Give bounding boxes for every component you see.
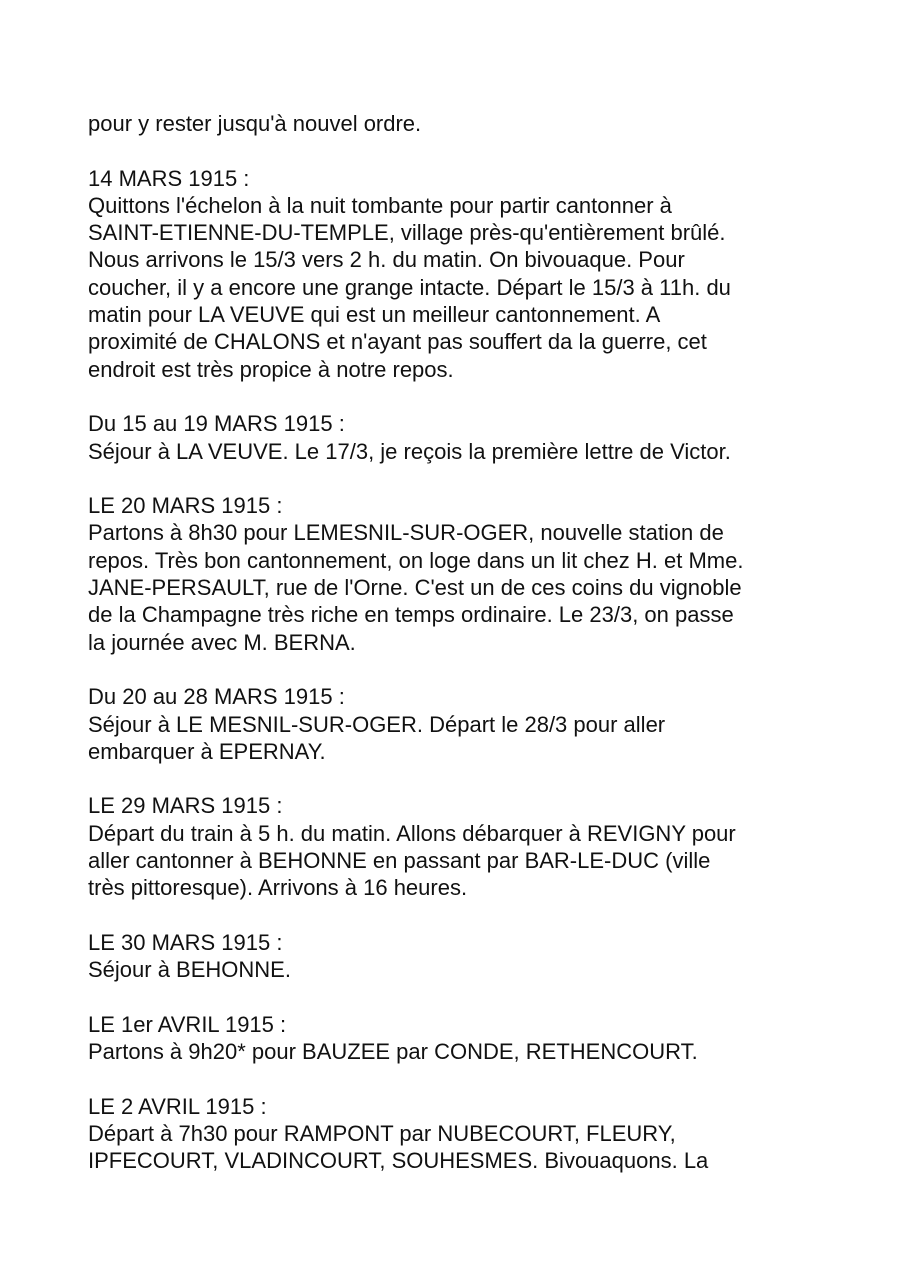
text-line: SAINT-ETIENNE-DU-TEMPLE, village près-qu'entièrement brûlé.: [88, 220, 726, 246]
text-line: de la Champagne très riche en temps ordinaire. Le 23/3, on passe: [88, 602, 734, 628]
text-line: la journée avec M. BERNA.: [88, 629, 356, 655]
text-line: Partons à 9h20* pour BAUZEE par CONDE, RETHENCOURT.: [88, 1039, 698, 1065]
text-line: JANE-PERSAULT, rue de l'Orne. C'est un de ces coins du vignoble: [88, 575, 742, 601]
entry-heading: Du 20 au 28 MARS 1915 :: [88, 684, 345, 710]
text-line: pour y rester jusqu'à nouvel ordre.: [88, 111, 422, 136]
text-line: IPFECOURT, VLADINCOURT, SOUHESMES. Bivouaquons. La: [88, 1148, 709, 1174]
text-line: très pittoresque). Arrivons à 16 heures.: [88, 875, 468, 901]
text-line: proximité de CHALONS et n'ayant pas souffert da la guerre, cet: [88, 329, 707, 355]
text-line: endroit est très propice à notre repos.: [88, 356, 454, 382]
text-line: Séjour à LA VEUVE. Le 17/3, je reçois la première lettre de Victor.: [88, 438, 731, 464]
entry-30-mars-1915: [88, 929, 878, 984]
entry-20-mars-1915: [88, 492, 878, 656]
entry-20-28-mars-1915: [88, 683, 878, 765]
text-line: coucher, il y a encore une grange intacte. Départ le 15/3 à 11h. du: [88, 274, 731, 300]
text-line: repos. Très bon cantonnement, on loge dans un lit chez H. et Mme.: [88, 547, 744, 573]
text-line: Séjour à BEHONNE.: [88, 957, 291, 983]
entry-heading: LE 1er AVRIL 1915 :: [88, 1011, 287, 1037]
entry-heading: LE 30 MARS 1915 :: [88, 929, 283, 955]
text-line: embarquer à EPERNAY.: [88, 738, 326, 764]
entry-15-19-mars-1915: [88, 410, 878, 465]
entry-heading: LE 29 MARS 1915 :: [88, 793, 283, 819]
entry-heading: 14 MARS 1915 :: [88, 165, 250, 191]
text-line: matin pour LA VEUVE qui est un meilleur cantonnement. A: [88, 302, 661, 328]
text-line: Partons à 8h30 pour LEMESNIL-SUR-OGER, nouvelle station de: [88, 520, 724, 546]
text-line: Nous arrivons le 15/3 vers 2 h. du matin. On bivouaque. Pour: [88, 247, 685, 273]
entry-heading: Du 15 au 19 MARS 1915 :: [88, 411, 345, 437]
entry-2-avril-1915: [88, 1093, 878, 1175]
text-line: aller cantonner à BEHONNE en passant par BAR-LE-DUC (ville: [88, 848, 711, 874]
paragraph-continuation: [88, 110, 878, 137]
entry-heading: LE 2 AVRIL 1915 :: [88, 1093, 267, 1119]
text-line: Séjour à LE MESNIL-SUR-OGER. Départ le 28/3 pour aller: [88, 711, 666, 737]
document-page: [88, 110, 878, 1202]
text-line: Quittons l'échelon à la nuit tombante pour partir cantonner à: [88, 192, 672, 218]
entry-heading: LE 20 MARS 1915 :: [88, 493, 283, 519]
entry-1er-avril-1915: [88, 1011, 878, 1066]
text-line: Départ du train à 5 h. du matin. Allons débarquer à REVIGNY pour: [88, 820, 736, 846]
entry-14-mars-1915: [88, 165, 878, 383]
entry-29-mars-1915: [88, 792, 878, 901]
text-line: Départ à 7h30 pour RAMPONT par NUBECOURT, FLEURY,: [88, 1120, 676, 1146]
